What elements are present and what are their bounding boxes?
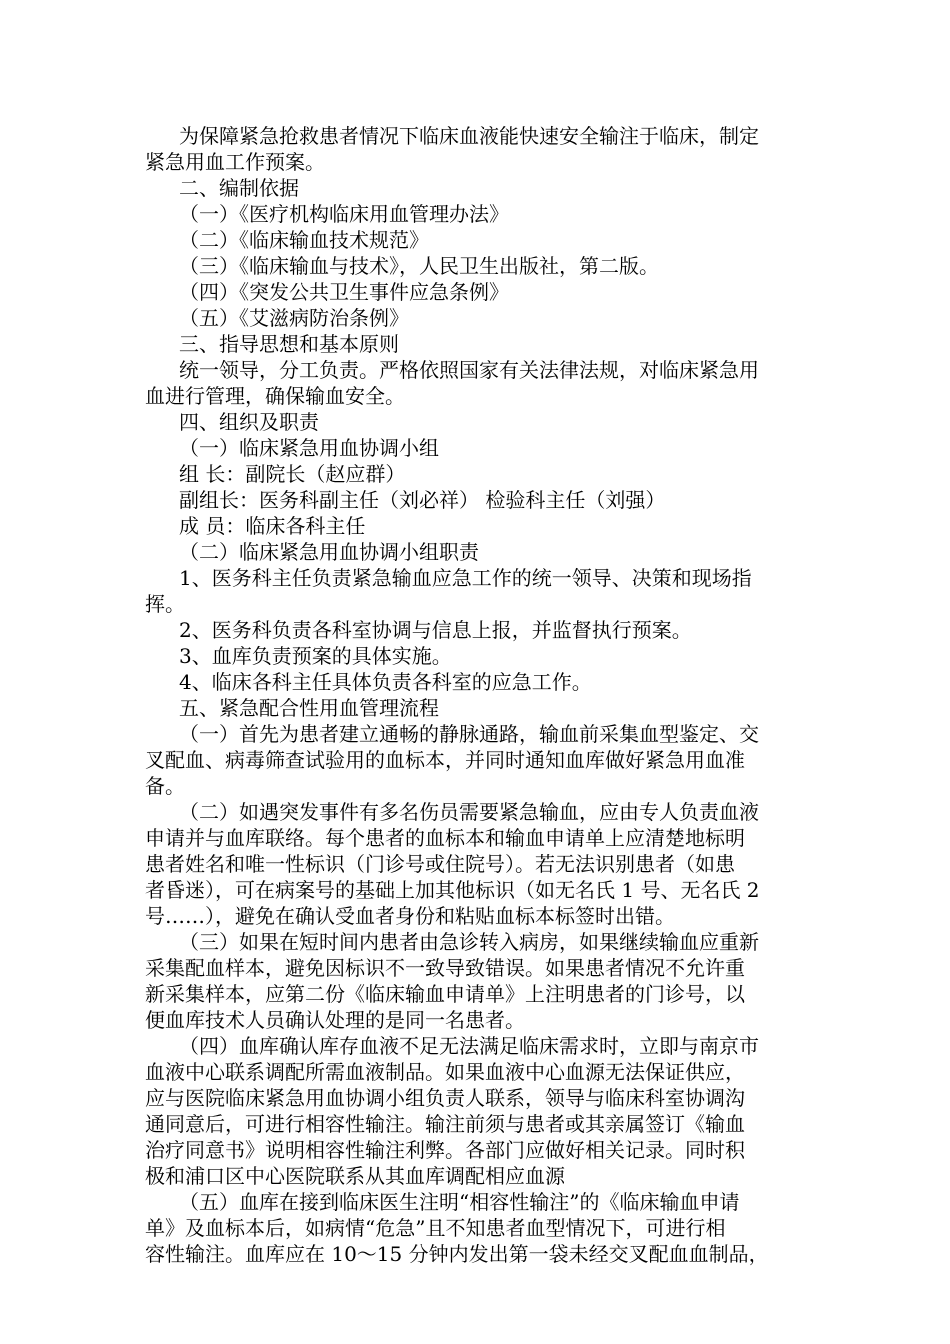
text-line: 极和浦口区中心医院联系从其血库调配相应血源 (145, 1164, 565, 1188)
text-line: （四）《突发公共卫生事件应急条例》 (179, 280, 509, 304)
text-line: 治疗同意书》说明相容性输注利弊。各部门应做好相关记录。同时积 (145, 1138, 745, 1162)
text-line: （五）血库在接到临床医生注明“相容性输注”的《临床输血申请 (179, 1190, 740, 1214)
text-line: 采集配血样本，避免因标识不一致导致错误。如果患者情况不允许重 (145, 956, 745, 980)
text-line: 挥。 (145, 592, 185, 616)
text-line: （三）如果在短时间内患者由急诊转入病房，如果继续输血应重新 (179, 930, 759, 954)
text-line: 患者姓名和唯一性标识（门诊号或住院号）。若无法识别患者（如患 (145, 852, 735, 876)
text-line: 通同意后，可进行相容性输注。输注前须与患者或其亲属签订《输血 (145, 1112, 745, 1136)
text-line: 4、临床各科主任具体负责各科室的应急工作。 (179, 670, 592, 694)
text-line: （二）《临床输血技术规范》 (179, 228, 429, 252)
text-line: 者昏迷），可在病案号的基础上加其他标识（如无名氏 1 号、无名氏 2 (145, 878, 760, 902)
text-line: 血进行管理，确保输血安全。 (145, 384, 405, 408)
text-line: 五、紧急配合性用血管理流程 (179, 696, 439, 720)
text-line: 3、血库负责预案的具体实施。 (179, 644, 452, 668)
text-line: （一）《医疗机构临床用血管理办法》 (179, 202, 509, 226)
text-line: 叉配血、病毒筛查试验用的血标本，并同时通知血库做好紧急用血准 (145, 748, 745, 772)
text-line: （四）血库确认库存血液不足无法满足临床需求时，立即与南京市 (179, 1034, 759, 1058)
text-line: 应与医院临床紧急用血协调小组负责人联系，领导与临床科室协调沟 (145, 1086, 745, 1110)
text-line: 单》及血标本后，如病情“危急”且不知患者血型情况下，可进行相 (145, 1216, 726, 1240)
text-line: 号……），避免在确认受血者身份和粘贴血标本标签时出错。 (145, 904, 675, 928)
text-line: 组 长：副院长（赵应群） (179, 462, 406, 486)
text-line: （三）《临床输血与技术》，人民卫生出版社，第二版。 (179, 254, 659, 278)
text-line: 三、指导思想和基本原则 (179, 332, 399, 356)
text-line: 申请并与血库联络。每个患者的血标本和输血申请单上应清楚地标明 (145, 826, 745, 850)
text-line: 副组长：医务科副主任（刘必祥） 检验科主任（刘强） (179, 488, 666, 512)
text-line: 新采集样本，应第二份《临床输血申请单》上注明患者的门诊号，以 (145, 982, 745, 1006)
text-line: 成 员：临床各科主任 (179, 514, 366, 538)
text-line: 血液中心联系调配所需血液制品。如果血液中心血源无法保证供应， (145, 1060, 745, 1084)
text-line: 四、组织及职责 (179, 410, 319, 434)
text-line: 1、医务科主任负责紧急输血应急工作的统一领导、决策和现场指 (179, 566, 752, 590)
text-line: （五）《艾滋病防治条例》 (179, 306, 409, 330)
document-body (145, 123, 810, 1267)
text-line: （一）临床紧急用血协调小组 (179, 436, 439, 460)
text-line: （二）如遇突发事件有多名伤员需要紧急输血，应由专人负责血液 (179, 800, 759, 824)
text-line: （一）首先为患者建立通畅的静脉通路，输血前采集血型鉴定、交 (179, 722, 759, 746)
text-line: 便血库技术人员确认处理的是同一名患者。 (145, 1008, 525, 1032)
text-line: 紧急用血工作预案。 (145, 150, 325, 174)
text-line: 统一领导，分工负责。严格依照国家有关法律法规，对临床紧急用 (179, 358, 759, 382)
text-line: 二、编制依据 (179, 176, 299, 200)
text-line: （二）临床紧急用血协调小组职责 (179, 540, 479, 564)
text-line: 为保障紧急抢救患者情况下临床血液能快速安全输注于临床，制定 (179, 124, 759, 148)
text-line: 备。 (145, 774, 185, 798)
text-line: 容性输注。血库应在 10～15 分钟内发出第一袋未经交叉配血血制品， (145, 1242, 769, 1266)
text-line: 2、医务科负责各科室协调与信息上报，并监督执行预案。 (179, 618, 692, 642)
